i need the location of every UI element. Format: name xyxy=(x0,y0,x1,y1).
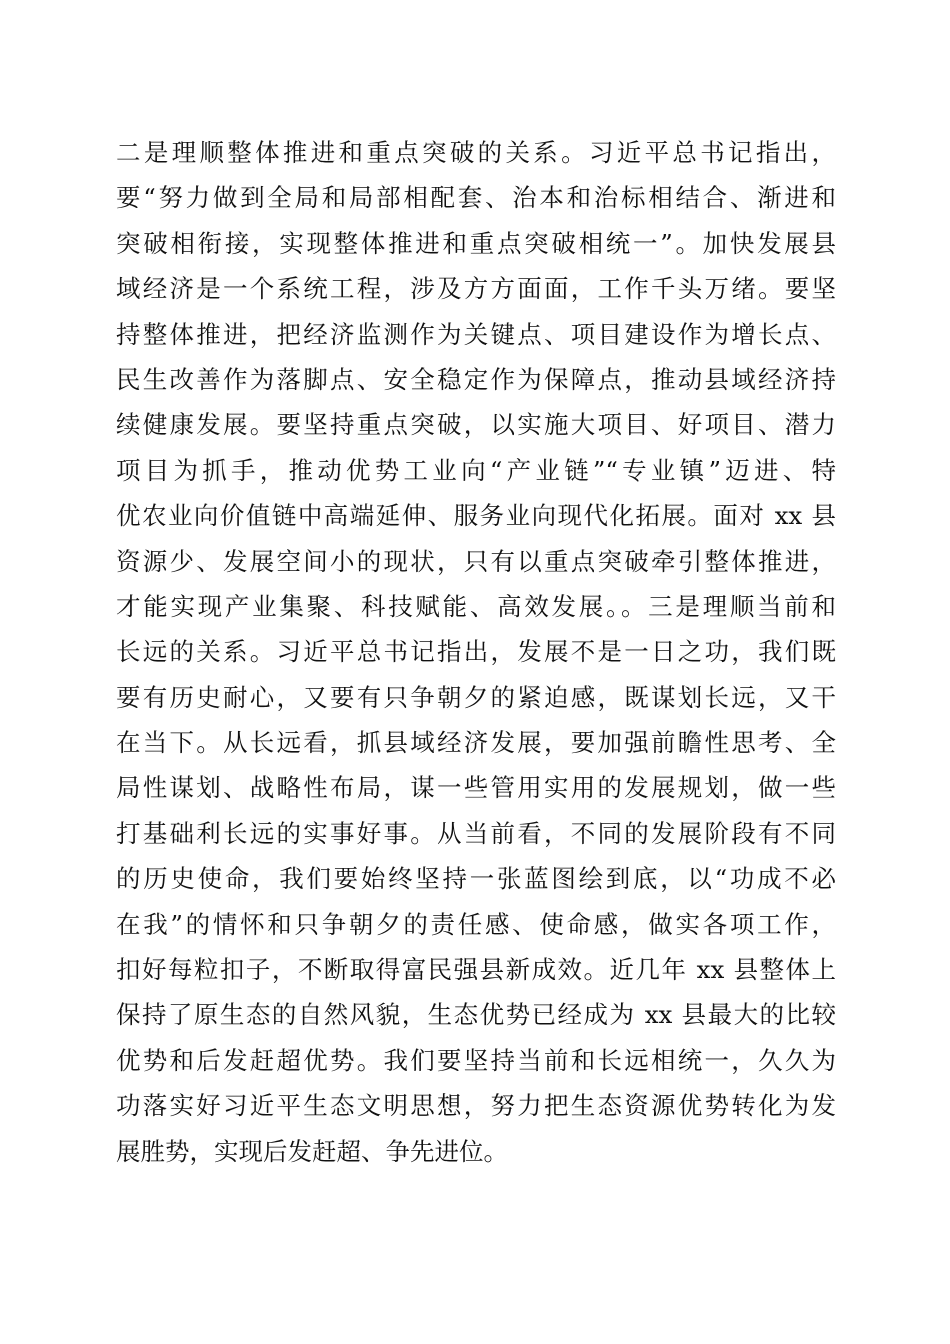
body-text xyxy=(116,130,836,1174)
text-line: 要有历史耐心，又要有只争朝夕的紧迫感，既谋划长远，又干 xyxy=(116,682,836,712)
text-line: 功落实好习近平生态文明思想，努力把生态资源优势转化为发 xyxy=(116,1091,836,1121)
text-line: 二是理顺整体推进和重点突破的关系。习近平总书记指出， xyxy=(116,138,836,167)
text-line: 突破相衔接，实现整体推进和重点突破相统一”。加快发展县 xyxy=(116,228,836,258)
text-line: 项目为抓手，推动优势工业向“产业链”“专业镇”迈进、特 xyxy=(116,455,836,485)
text-line: 在当下。从长远看，抓县域经济发展，要加强前瞻性思考、全 xyxy=(116,728,836,758)
text-line: 续健康发展。要坚持重点突破，以实施大项目、好项目、潜力 xyxy=(116,410,836,440)
text-line: 长远的关系。习近平总书记指出，发展不是一日之功，我们既 xyxy=(116,637,836,667)
text-line: 域经济是一个系统工程，涉及方方面面，工作千头万绪。要坚 xyxy=(116,274,836,304)
text-line: 优势和后发赶超优势。我们要坚持当前和长远相统一，久久为 xyxy=(116,1045,836,1075)
text-line: 才能实现产业集聚、科技赋能、高效发展。。三是理顺当前和 xyxy=(116,591,836,621)
text-line: 资源少、发展空间小的现状，只有以重点突破牵引整体推进， xyxy=(116,546,836,576)
text-line: 局性谋划、战略性布局，谋一些管用实用的发展规划，做一些 xyxy=(116,773,836,803)
text-line: 打基础利长远的实事好事。从当前看，不同的发展阶段有不同 xyxy=(116,818,836,848)
text-line: 优农业向价值链中高端延伸、服务业向现代化拓展。面对 xx 县 xyxy=(116,501,836,531)
text-line: 保持了原生态的自然风貌，生态优势已经成为 xx 县最大的比较 xyxy=(116,1000,836,1030)
text-line: 在我”的情怀和只争朝夕的责任感、使命感，做实各项工作， xyxy=(116,909,836,939)
text-line: 展胜势，实现后发赶超、争先进位。 xyxy=(116,1136,508,1166)
text-line: 的历史使命，我们要始终坚持一张蓝图绘到底，以“功成不必 xyxy=(116,864,836,894)
text-line: 民生改善作为落脚点、安全稳定作为保障点，推动县域经济持 xyxy=(116,364,836,394)
text-line: 要“努力做到全局和局部相配套、治本和治标相结合、渐进和 xyxy=(116,183,836,213)
text-line: 持整体推进，把经济监测作为关键点、项目建设作为增长点、 xyxy=(116,319,836,349)
text-line: 扣好每粒扣子，不断取得富民强县新成效。近几年 xx 县整体上 xyxy=(116,955,836,985)
